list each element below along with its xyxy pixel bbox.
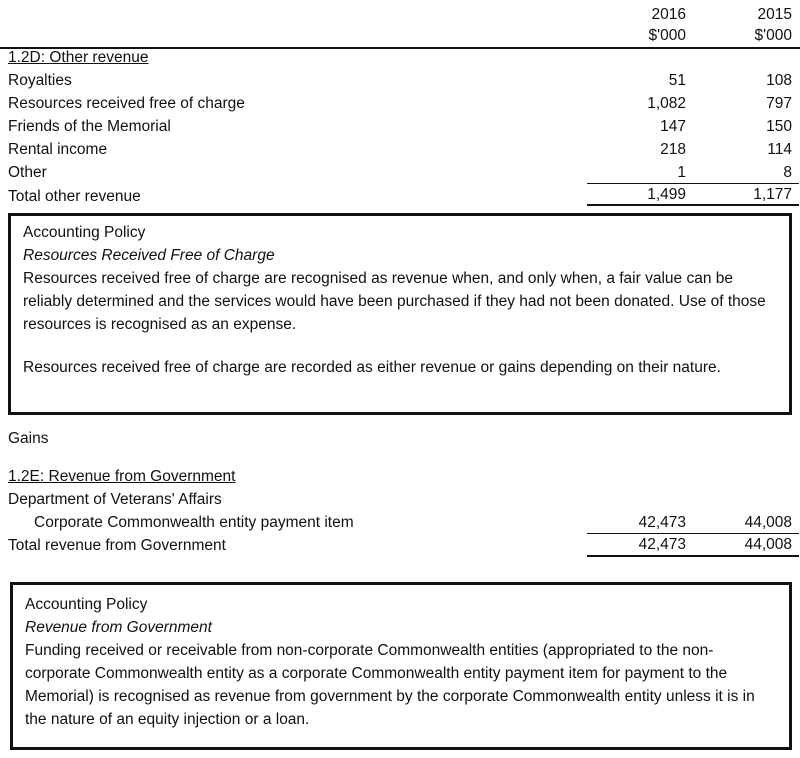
gains-label: Gains [8, 430, 49, 447]
row-value-2016: 51 [668, 72, 686, 89]
row-value-2016: 147 [660, 118, 686, 135]
policy-paragraph: Resources received free of charge are recorded as either revenue or gains depending on their nature. [23, 359, 721, 376]
row-label: Resources received free of charge [8, 95, 245, 112]
total-value-2015: 1,177 [753, 186, 792, 203]
row-value-2016: 42,473 [638, 514, 686, 531]
row-value-2016: 1,082 [647, 95, 686, 112]
policy-heading: Accounting Policy [25, 596, 148, 613]
policy-paragraph: Funding received or receivable from non-corporate Commonwealth entities (appropriated to the non-corporate Commonwealth entity as a corporate Commonwealth entity payment item for payment to the Memorial) is recognised as revenue from government by the corporate Commonwealth entity unless it is in the nature of an equity injection or a loan. [25, 642, 755, 728]
other-revenue-title: 1.2D: Other revenue [8, 49, 149, 66]
gov-revenue-group: Department of Veterans' Affairs [8, 491, 222, 508]
row-value-2016: 218 [660, 141, 686, 158]
total-value-2015: 44,008 [744, 536, 792, 553]
policy-paragraph: Resources received free of charge are recognised as revenue when, and only when, a fair value can be reliably determined and the services would have been purchased if they had not been donated. Use of those resources is recognised as an expense. [23, 270, 766, 333]
row-value-2015: 108 [766, 72, 792, 89]
header-year-2015: 2015 [757, 6, 792, 23]
row-label: Other [8, 164, 47, 181]
row-value-2015: 44,008 [744, 514, 792, 531]
row-value-2015: 114 [767, 141, 792, 158]
total-value-2016: 1,499 [647, 186, 686, 203]
total-label: Total other revenue [8, 188, 141, 205]
total-rule [587, 555, 799, 557]
policy-subheading: Revenue from Government [25, 619, 212, 636]
total-value-2016: 42,473 [638, 536, 686, 553]
row-value-2015: 150 [766, 118, 792, 135]
policy-heading: Accounting Policy [23, 224, 146, 241]
header-unit-2015: $'000 [754, 27, 792, 44]
row-value-2015: 8 [783, 164, 792, 181]
row-label: Corporate Commonwealth entity payment item [34, 514, 354, 531]
row-label: Friends of the Memorial [8, 118, 171, 135]
row-value-2015: 797 [766, 95, 792, 112]
accounting-policy-box [8, 213, 792, 415]
header-year-2016: 2016 [651, 6, 686, 23]
row-value-2016: 1 [677, 164, 686, 181]
row-label: Rental income [8, 141, 108, 158]
policy-subheading: Resources Received Free of Charge [23, 247, 275, 264]
header-unit-2016: $'000 [648, 27, 686, 44]
gov-revenue-title: 1.2E: Revenue from Government [8, 468, 236, 485]
accounting-policy-box [10, 582, 792, 750]
total-label: Total revenue from Government [8, 537, 226, 554]
row-label: Royalties [8, 72, 72, 89]
total-rule [587, 204, 799, 206]
